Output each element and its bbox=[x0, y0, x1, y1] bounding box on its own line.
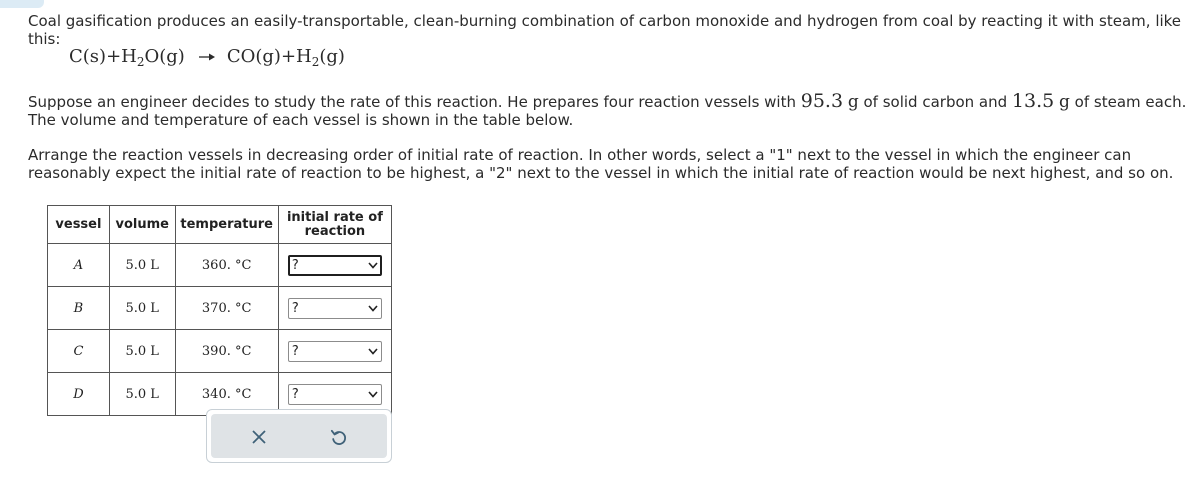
steam-mass: 13.5 bbox=[1011, 90, 1055, 112]
reaction-equation bbox=[69, 42, 345, 70]
rank-select-b[interactable] bbox=[288, 298, 382, 319]
carbon-mass: 95.3 bbox=[800, 90, 844, 112]
temperature-value: 340. °C bbox=[175, 373, 278, 416]
answer-action-panel bbox=[206, 409, 392, 463]
rate-cell bbox=[278, 244, 391, 287]
reactant-water: $H_2O(g)$ bbox=[121, 45, 185, 69]
rate-cell bbox=[278, 287, 391, 330]
rank-select-value: ? bbox=[291, 343, 299, 359]
clear-button[interactable] bbox=[248, 426, 270, 448]
reactant-carbon: C(s) bbox=[69, 45, 107, 67]
rank-select-c[interactable] bbox=[288, 341, 382, 362]
action-panel-inner bbox=[211, 414, 387, 458]
chevron-down-icon bbox=[367, 345, 379, 357]
plus-sign: + bbox=[106, 45, 122, 67]
rank-select-value: ? bbox=[291, 386, 299, 402]
header-volume: volume bbox=[109, 206, 175, 244]
temperature-value: 390. °C bbox=[175, 330, 278, 373]
plus-sign: + bbox=[280, 45, 297, 67]
rate-cell bbox=[278, 330, 391, 373]
table-row bbox=[48, 330, 392, 373]
table-header-row bbox=[48, 206, 392, 244]
intro-text: Coal gasification produces an easily-transportable, clean-burning combination of carbon monoxide and hydrogen from coal by reacting it with steam, like this: bbox=[28, 12, 1182, 48]
header-initial-rate: initial rate of reaction bbox=[278, 206, 391, 244]
rank-select-a[interactable] bbox=[288, 255, 382, 276]
chevron-down-icon bbox=[367, 388, 379, 400]
temperature-value: 370. °C bbox=[175, 287, 278, 330]
volume-value: 5.0 L bbox=[109, 330, 175, 373]
vessel-label: A bbox=[48, 244, 110, 287]
product-co: CO(g) bbox=[226, 45, 281, 67]
volume-value: 5.0 L bbox=[109, 373, 175, 416]
instructions-text: Arrange the reaction vessels in decreasing order of initial rate of reaction. In other words, select a "1" next to the vessel in which the engineer can reasonably expect the initial rate of reaction to be highest, a "2" next to the vessel in which the initial rate of reaction would be next highest, and so on. bbox=[28, 146, 1174, 182]
temperature-value: 360. °C bbox=[175, 244, 278, 287]
carbon-unit: g bbox=[847, 92, 859, 112]
chevron-down-icon bbox=[367, 259, 379, 271]
volume-value: 5.0 L bbox=[109, 287, 175, 330]
rank-select-value: ? bbox=[291, 300, 299, 316]
undo-button[interactable] bbox=[328, 426, 350, 448]
rank-select-d[interactable] bbox=[288, 384, 382, 405]
x-icon bbox=[248, 426, 270, 448]
undo-icon bbox=[328, 426, 350, 448]
reaction-arrow-icon bbox=[199, 47, 215, 66]
vessel-label: D bbox=[48, 373, 110, 416]
setup-text: Suppose an engineer decides to study the rate of this reaction. He prepares four reaction vessels with 95.3 g of solid carbon and 13.5 g of steam each. The volume and temperature of each vessel is shown in the table below. bbox=[28, 90, 1187, 129]
rank-select-value: ? bbox=[291, 257, 299, 273]
corner-tab bbox=[0, 0, 44, 8]
vessel-table bbox=[47, 205, 392, 416]
vessel-label: B bbox=[48, 287, 110, 330]
chevron-down-icon bbox=[367, 302, 379, 314]
vessel-label: C bbox=[48, 330, 110, 373]
table-row bbox=[48, 287, 392, 330]
product-hydrogen: $H_2(g)$ bbox=[296, 45, 345, 69]
steam-unit: g bbox=[1059, 92, 1070, 112]
volume-value: 5.0 L bbox=[109, 244, 175, 287]
table-row bbox=[48, 244, 392, 287]
header-temperature: temperature bbox=[175, 206, 278, 244]
header-vessel: vessel bbox=[48, 206, 110, 244]
